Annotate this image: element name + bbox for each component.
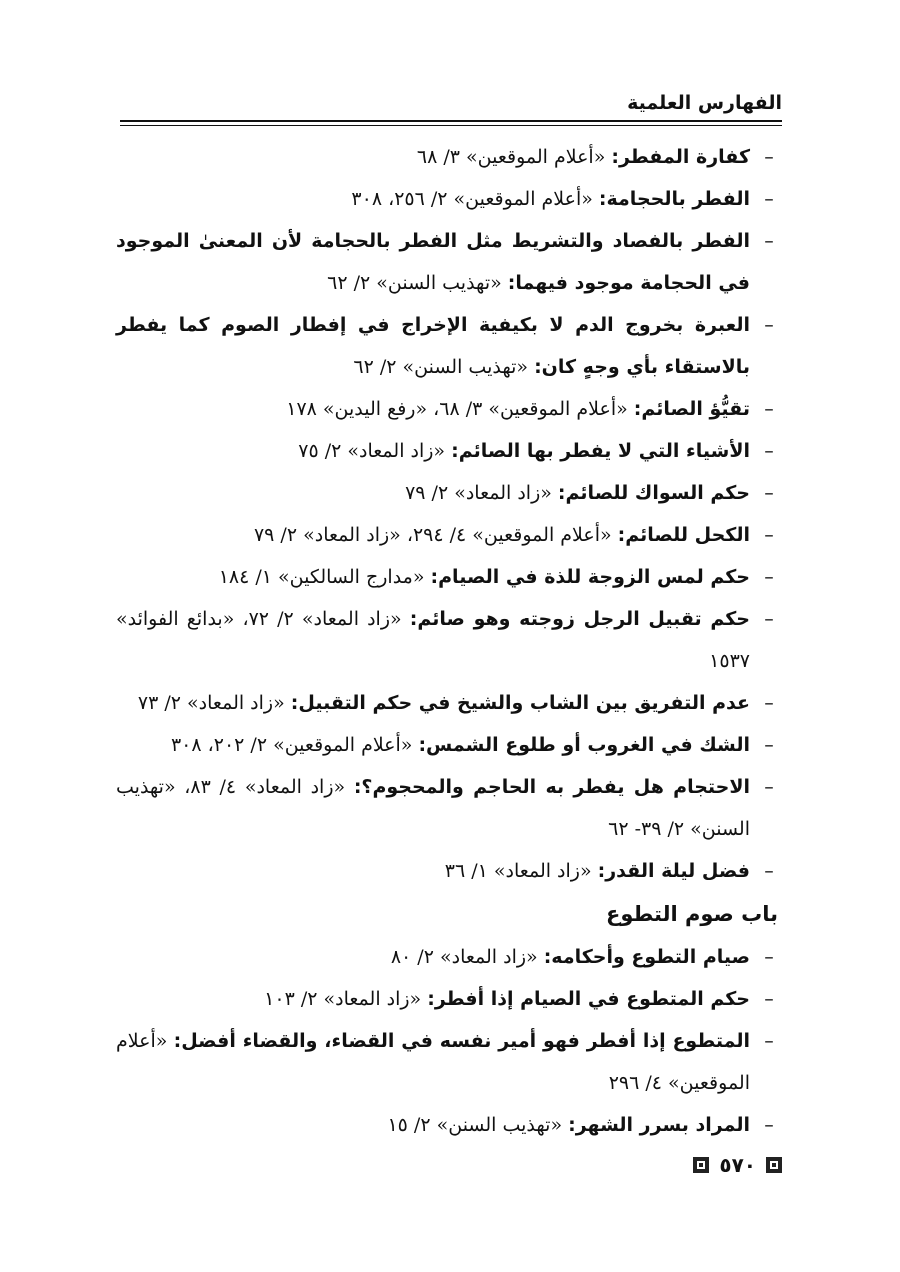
entry-dash: – <box>764 314 774 336</box>
entry-topic: العبرة بخروج الدم لا بكيفية الإخراج في إفطار الصوم كما يفطر بالاستقاء بأي وجهٍ كان: <box>116 314 750 378</box>
entry-dash: – <box>764 988 774 1010</box>
index-entry <box>116 388 778 430</box>
entry-dash: – <box>764 946 774 968</box>
index-entry <box>116 220 778 304</box>
entry-dash: – <box>764 482 774 504</box>
ornament-icon <box>766 1157 782 1173</box>
entry-dash: – <box>764 188 774 210</box>
section-title: باب صوم التطوع <box>606 902 778 926</box>
entry-dash: – <box>764 230 774 252</box>
entry-topic: الشك في الغروب أو طلوع الشمس: <box>418 734 750 756</box>
index-entry <box>116 936 778 978</box>
index-entries <box>116 136 778 1146</box>
header-rule-thin <box>120 125 782 126</box>
entry-reference: «أعلام الموقعين» ٤/ ٢٩٦ <box>116 1030 750 1094</box>
entry-topic: فضل ليلة القدر: <box>597 860 750 882</box>
entry-topic: الفطر بالحجامة: <box>598 188 750 210</box>
index-entry <box>116 514 778 556</box>
entry-topic: حكم تقبيل الرجل زوجته وهو صائم: <box>409 608 751 630</box>
entry-dash: – <box>764 398 774 420</box>
entry-dash: – <box>764 776 774 798</box>
entry-dash: – <box>764 524 774 546</box>
entry-topic: الاحتجام هل يفطر به الحاجم والمحجوم؟: <box>353 776 750 798</box>
entry-topic: صيام التطوع وأحكامه: <box>543 946 750 968</box>
running-header: الفهارس العلمية <box>627 92 782 114</box>
entry-reference: «تهذيب السنن» ٢/ ٦٢ <box>327 272 502 294</box>
index-entry <box>116 1020 778 1104</box>
index-entry <box>116 556 778 598</box>
entry-reference: «أعلام الموقعين» ٢/ ٢٠٢، ٣٠٨ <box>170 734 413 756</box>
entry-topic: الأشياء التي لا يفطر بها الصائم: <box>451 440 750 462</box>
index-entry <box>116 682 778 724</box>
entry-topic: حكم المتطوع في الصيام إذا أفطر: <box>427 988 750 1010</box>
index-entry <box>116 430 778 472</box>
entry-topic: حكم السواك للصائم: <box>557 482 750 504</box>
page-footer <box>693 1150 782 1180</box>
index-entry <box>116 1104 778 1146</box>
index-entry <box>116 978 778 1020</box>
index-entry <box>116 304 778 388</box>
entry-reference: «زاد المعاد» ٤/ ٨٣، «تهذيب السنن» ٢/ ٣٩- ٦٢ <box>116 776 750 840</box>
entry-reference: «مدارج السالكين» ١/ ١٨٤ <box>218 566 425 588</box>
entry-dash: – <box>764 440 774 462</box>
index-entry <box>116 766 778 850</box>
entry-dash: – <box>764 146 774 168</box>
entry-dash: – <box>764 1030 774 1052</box>
entry-dash: – <box>764 860 774 882</box>
entry-topic: كفارة المفطر: <box>611 146 750 168</box>
index-entry <box>116 472 778 514</box>
entry-reference: «زاد المعاد» ٢/ ٨٠ <box>390 946 538 968</box>
entry-dash: – <box>764 734 774 756</box>
entry-topic: الفطر بالفصاد والتشريط مثل الفطر بالحجامة لأن المعنىٰ الموجود في الحجامة موجود فيهما: <box>116 230 750 294</box>
index-entry <box>116 724 778 766</box>
entry-reference: «تهذيب السنن» ٢/ ٦٢ <box>353 356 529 378</box>
entry-topic: المراد بسرر الشهر: <box>568 1114 750 1136</box>
entry-reference: «زاد المعاد» ٢/ ٧٢، «بدائع الفوائد» ١٥٣٧ <box>116 608 750 672</box>
entry-topic: حكم لمس الزوجة للذة في الصيام: <box>430 566 750 588</box>
entry-reference: «زاد المعاد» ٢/ ٧٥ <box>298 440 446 462</box>
entry-reference: «أعلام الموقعين» ٢/ ٢٥٦، ٣٠٨ <box>351 188 593 210</box>
entry-dash: – <box>764 692 774 714</box>
entry-reference: «تهذيب السنن» ٢/ ١٥ <box>387 1114 563 1136</box>
ornament-icon <box>693 1157 709 1173</box>
index-entry <box>116 598 778 682</box>
index-entry <box>116 178 778 220</box>
entry-topic: تقيُّؤ الصائم: <box>633 398 750 420</box>
entry-topic: الكحل للصائم: <box>617 524 750 546</box>
page-number: ٥٧٠ <box>719 1153 756 1177</box>
entry-reference: «زاد المعاد» ٢/ ٧٣ <box>137 692 285 714</box>
index-entry <box>116 136 778 178</box>
entry-dash: – <box>764 1114 774 1136</box>
entry-reference: «أعلام الموقعين» ٣/ ٦٨ <box>416 146 606 168</box>
entry-topic: المتطوع إذا أفطر فهو أمير نفسه في القضاء، والقضاء أفضل: <box>173 1030 750 1052</box>
entry-reference: «زاد المعاد» ٢/ ٧٩ <box>405 482 552 504</box>
entry-dash: – <box>764 608 774 630</box>
entry-topic: عدم التفريق بين الشاب والشيخ في حكم التقبيل: <box>290 692 750 714</box>
header-rule <box>120 120 782 122</box>
entry-reference: «زاد المعاد» ٢/ ١٠٣ <box>264 988 422 1010</box>
entry-reference: «أعلام الموقعين» ٤/ ٢٩٤، «زاد المعاد» ٢/ ٧٩ <box>253 524 612 546</box>
entry-reference: «أعلام الموقعين» ٣/ ٦٨، «رفع اليدين» ١٧٨ <box>286 398 628 420</box>
entry-dash: – <box>764 566 774 588</box>
entry-reference: «زاد المعاد» ١/ ٣٦ <box>444 860 592 882</box>
index-entry <box>116 850 778 892</box>
